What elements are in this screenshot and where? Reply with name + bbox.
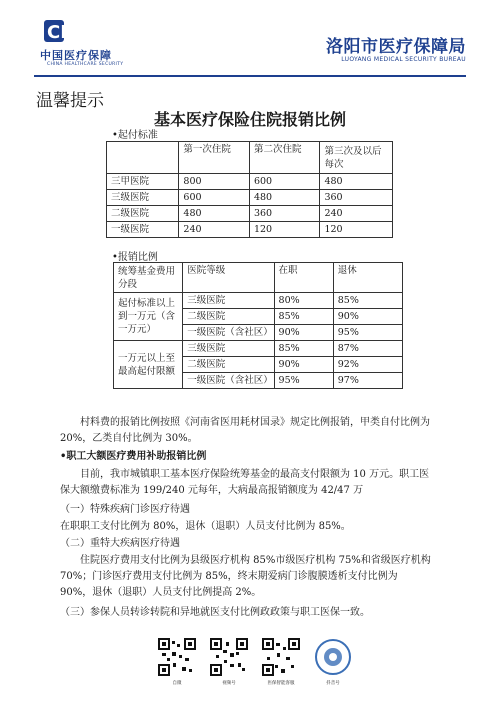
document-title: 基本医疗保险住院报销比例 xyxy=(153,110,346,129)
table-header-cell: 第三次及以后每次 xyxy=(320,142,393,174)
table-cell: 85% xyxy=(333,293,402,309)
table-header-cell: 退休 xyxy=(333,263,402,293)
table-cell: 80% xyxy=(274,293,333,309)
table-cell: 90% xyxy=(274,325,333,341)
table-cell: 600 xyxy=(249,174,320,190)
table-cell: 90% xyxy=(274,357,333,373)
svg-text:CHS: CHS xyxy=(47,22,89,43)
notice-heading: 温馨提示 xyxy=(36,91,104,111)
table-cell: 97% xyxy=(333,373,402,389)
table-row xyxy=(107,222,393,238)
table-cell: 三级医院 xyxy=(183,293,274,309)
qr-code-icon xyxy=(262,638,300,676)
heading-special-disease: （一）特殊疾病门诊医疗待遇 xyxy=(60,504,190,515)
table-row xyxy=(114,263,403,293)
table-cell: 480 xyxy=(179,206,250,222)
table-cell: 85% xyxy=(274,341,333,357)
table-cell: 240 xyxy=(320,206,393,222)
qr-caption: 自微 xyxy=(172,681,182,686)
table-cell: 95% xyxy=(274,373,333,389)
table-cell: 95% xyxy=(333,325,402,341)
qr-code-icon xyxy=(210,638,248,676)
table-cell: 一级医院（含社区） xyxy=(183,325,274,341)
paragraph-limits: 目前，我市城镇职工基本医疗保险统筹基金的最高支付限额为 10 万元。职工医保大额缴费标准为 199/240 元每年，大病最高报销额度为 42/47 万 xyxy=(60,469,430,496)
table-cell: 480 xyxy=(249,190,320,206)
qr-code-row xyxy=(150,638,350,698)
table-group-cell: 一万元以上至最高起付限额 xyxy=(114,341,183,389)
table-header-cell: 在职 xyxy=(274,263,333,293)
table-row xyxy=(107,206,393,222)
table-cell: 三级医院 xyxy=(183,341,274,357)
heading-referral: （三）参保人员转诊转院和异地就医支付比例政政策与职工医保一致。 xyxy=(60,607,370,618)
table-cell: 120 xyxy=(249,222,320,238)
qr-caption: 医保智能客服 xyxy=(267,681,295,686)
qr-caption: 视频号 xyxy=(222,681,236,686)
qr-code-icon xyxy=(158,638,196,676)
section-label-threshold: •起付标准 xyxy=(112,130,158,141)
table-cell: 480 xyxy=(320,174,393,190)
qr-caption: 抖音号 xyxy=(326,681,340,686)
table-row xyxy=(107,174,393,190)
table-cell: 120 xyxy=(320,222,393,238)
table-cell: 600 xyxy=(179,190,250,206)
table-header-cell: 医院等级 xyxy=(183,263,274,293)
threshold-table xyxy=(106,141,393,238)
table-row xyxy=(114,293,403,309)
logo-english-text: CHINA HEALTHCARE SECURITY xyxy=(47,62,124,67)
table-cell: 三甲医院 xyxy=(107,174,179,190)
table-row xyxy=(107,142,393,174)
table-cell: 二级医院 xyxy=(183,357,274,373)
header-divider xyxy=(34,75,466,77)
page-header xyxy=(0,0,500,78)
reimbursement-ratio-table xyxy=(113,262,403,389)
paragraph-materials: 村料费的报销比例按照《河南省医用耗材国录》规定比例报销，甲类自付比例为 20%，乙类自付比例为 30%。 xyxy=(60,417,430,444)
table-cell: 240 xyxy=(179,222,250,238)
paragraph-serious-disease: 住院医疗费用支付比例为县级医疗机构 85%市级医疗机构 75%和省级医疗机构 70%；门诊医疗费用支付比例为 85%，终末期爱病门诊腹膜透析支付比例为 90%，退休（退职）人员支付比例提高 2%。 xyxy=(60,555,431,598)
table-header-cell: 统筹基金费用分段 xyxy=(114,263,183,293)
table-row xyxy=(114,341,403,357)
table-cell xyxy=(107,142,179,174)
table-cell: 87% xyxy=(333,341,402,357)
table-group-cell: 起付标准以上到一万元（含一万元） xyxy=(114,293,183,341)
bureau-english-name: LUOYANG MEDICAL SECURITY BUREAU xyxy=(341,56,466,63)
table-header-cell: 第二次住院 xyxy=(249,142,320,174)
table-cell: 85% xyxy=(274,309,333,325)
bureau-name: 洛阳市医疗保障局 xyxy=(326,37,466,57)
table-cell: 90% xyxy=(333,309,402,325)
qr-code-icon xyxy=(314,638,352,676)
table-cell: 92% xyxy=(333,357,402,373)
table-cell: 二级医院 xyxy=(183,309,274,325)
table-cell: 一级医院 xyxy=(107,222,179,238)
section-label-ratio: •报销比例 xyxy=(112,252,158,263)
table-cell: 360 xyxy=(320,190,393,206)
table-row xyxy=(107,190,393,206)
table-cell: 800 xyxy=(179,174,250,190)
table-cell: 一级医院（含社区） xyxy=(183,373,274,389)
heading-serious-disease: （二）重特大疾病医疗待遇 xyxy=(60,538,180,549)
chs-logo-icon xyxy=(44,18,122,44)
paragraph-special-disease: 在职职工支付比例为 80%，退休（退职）人员支付比例为 85%。 xyxy=(60,521,351,532)
table-cell: 360 xyxy=(249,206,320,222)
heading-major-medical: •职工大额医疗费用补助报销比例 xyxy=(60,451,207,462)
logo-chinese-text: 中国医疗保障 xyxy=(40,49,112,62)
table-cell: 三级医院 xyxy=(107,190,179,206)
table-cell: 二级医院 xyxy=(107,206,179,222)
table-header-cell: 第一次住院 xyxy=(179,142,250,174)
